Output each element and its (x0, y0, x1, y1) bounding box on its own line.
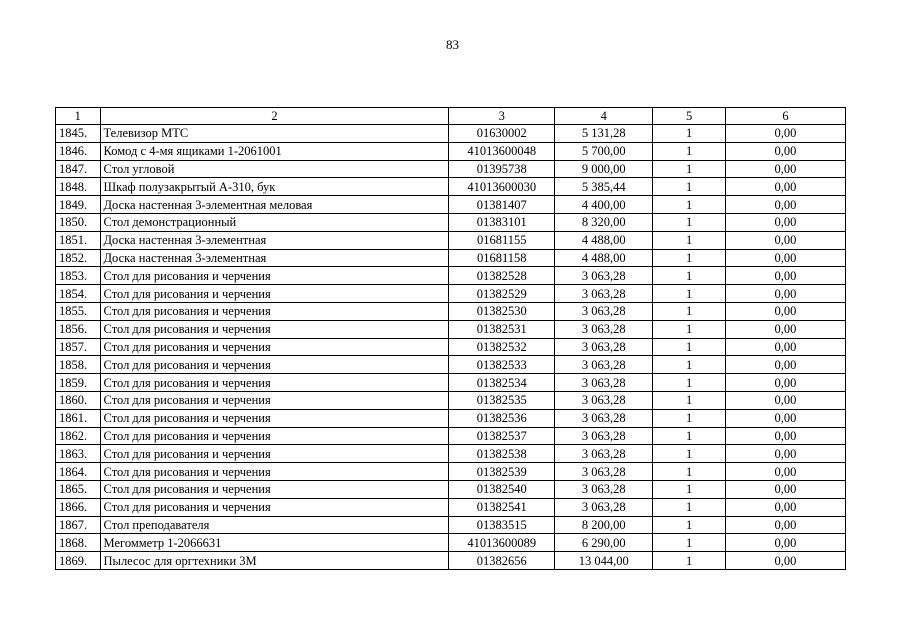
row-number-cell: 1845. (56, 125, 101, 143)
quantity-cell: 1 (653, 445, 725, 463)
cost-value-cell: 4 400,00 (555, 196, 653, 214)
quantity-cell: 1 (653, 196, 725, 214)
quantity-cell: 1 (653, 409, 725, 427)
table-row (56, 160, 846, 178)
table-row (56, 196, 846, 214)
inventory-code-cell: 01681158 (449, 249, 555, 267)
table-row (56, 463, 846, 481)
table-row (56, 534, 846, 552)
item-name-cell: Телевизор МТС (100, 125, 449, 143)
table-row (56, 285, 846, 303)
item-name-cell: Стол для рисования и черчения (100, 320, 449, 338)
residual-value-cell: 0,00 (725, 178, 845, 196)
table-row (56, 213, 846, 231)
residual-value-cell: 0,00 (725, 516, 845, 534)
table-row (56, 125, 846, 143)
cost-value-cell: 3 063,28 (555, 445, 653, 463)
inventory-code-cell: 01395738 (449, 160, 555, 178)
table-row (56, 391, 846, 409)
row-number-cell: 1854. (56, 285, 101, 303)
table-row (56, 445, 846, 463)
item-name-cell: Стол угловой (100, 160, 449, 178)
table-row (56, 374, 846, 392)
row-number-cell: 1862. (56, 427, 101, 445)
quantity-cell: 1 (653, 516, 725, 534)
inventory-code-cell: 01382528 (449, 267, 555, 285)
cost-value-cell: 4 488,00 (555, 249, 653, 267)
residual-value-cell: 0,00 (725, 498, 845, 516)
cost-value-cell: 3 063,28 (555, 498, 653, 516)
row-number-cell: 1865. (56, 480, 101, 498)
row-number-cell: 1856. (56, 320, 101, 338)
cost-value-cell: 3 063,28 (555, 267, 653, 285)
item-name-cell: Мегомметр 1-2066631 (100, 534, 449, 552)
item-name-cell: Стол для рисования и черчения (100, 356, 449, 374)
header-row (56, 108, 846, 125)
row-number-cell: 1864. (56, 463, 101, 481)
inventory-table (55, 107, 846, 570)
row-number-cell: 1861. (56, 409, 101, 427)
table-row (56, 516, 846, 534)
page-number: 83 (446, 37, 459, 52)
quantity-cell: 1 (653, 374, 725, 392)
cost-value-cell: 3 063,28 (555, 302, 653, 320)
residual-value-cell: 0,00 (725, 338, 845, 356)
table-body (56, 125, 846, 570)
inventory-code-cell: 41013600089 (449, 534, 555, 552)
cost-value-cell: 5 131,28 (555, 125, 653, 143)
residual-value-cell: 0,00 (725, 213, 845, 231)
inventory-code-cell: 01383515 (449, 516, 555, 534)
cost-value-cell: 3 063,28 (555, 480, 653, 498)
inventory-code-cell: 01382529 (449, 285, 555, 303)
cost-value-cell: 3 063,28 (555, 285, 653, 303)
cost-value-cell: 3 063,28 (555, 356, 653, 374)
quantity-cell: 1 (653, 213, 725, 231)
residual-value-cell: 0,00 (725, 409, 845, 427)
item-name-cell: Стол демонстрационный (100, 213, 449, 231)
row-number-cell: 1848. (56, 178, 101, 196)
quantity-cell: 1 (653, 302, 725, 320)
item-name-cell: Стол преподавателя (100, 516, 449, 534)
table-row (56, 249, 846, 267)
table-row (56, 480, 846, 498)
row-number-cell: 1857. (56, 338, 101, 356)
column-header-5: 5 (653, 108, 725, 125)
residual-value-cell: 0,00 (725, 160, 845, 178)
quantity-cell: 1 (653, 249, 725, 267)
quantity-cell: 1 (653, 267, 725, 285)
item-name-cell: Стол для рисования и черчения (100, 302, 449, 320)
row-number-cell: 1858. (56, 356, 101, 374)
row-number-cell: 1868. (56, 534, 101, 552)
table-row (56, 178, 846, 196)
table-row (56, 427, 846, 445)
cost-value-cell: 13 044,00 (555, 552, 653, 570)
residual-value-cell: 0,00 (725, 552, 845, 570)
quantity-cell: 1 (653, 231, 725, 249)
inventory-code-cell: 01382533 (449, 356, 555, 374)
residual-value-cell: 0,00 (725, 249, 845, 267)
cost-value-cell: 6 290,00 (555, 534, 653, 552)
cost-value-cell: 9 000,00 (555, 160, 653, 178)
row-number-cell: 1849. (56, 196, 101, 214)
residual-value-cell: 0,00 (725, 125, 845, 143)
item-name-cell: Стол для рисования и черчения (100, 445, 449, 463)
table-row (56, 320, 846, 338)
inventory-code-cell: 01382534 (449, 374, 555, 392)
residual-value-cell: 0,00 (725, 534, 845, 552)
row-number-cell: 1859. (56, 374, 101, 392)
inventory-code-cell: 01383101 (449, 213, 555, 231)
inventory-code-cell: 01382656 (449, 552, 555, 570)
column-header-1: 1 (56, 108, 101, 125)
residual-value-cell: 0,00 (725, 231, 845, 249)
cost-value-cell: 3 063,28 (555, 463, 653, 481)
row-number-cell: 1869. (56, 552, 101, 570)
inventory-code-cell: 01382541 (449, 498, 555, 516)
cost-value-cell: 8 320,00 (555, 213, 653, 231)
quantity-cell: 1 (653, 160, 725, 178)
item-name-cell: Стол для рисования и черчения (100, 498, 449, 516)
cost-value-cell: 3 063,28 (555, 391, 653, 409)
inventory-code-cell: 01681155 (449, 231, 555, 249)
residual-value-cell: 0,00 (725, 427, 845, 445)
residual-value-cell: 0,00 (725, 285, 845, 303)
item-name-cell: Стол для рисования и черчения (100, 267, 449, 285)
residual-value-cell: 0,00 (725, 320, 845, 338)
row-number-cell: 1852. (56, 249, 101, 267)
quantity-cell: 1 (653, 178, 725, 196)
cost-value-cell: 5 700,00 (555, 142, 653, 160)
table-row (56, 231, 846, 249)
item-name-cell: Доска настенная 3-элементная (100, 231, 449, 249)
residual-value-cell: 0,00 (725, 391, 845, 409)
item-name-cell: Стол для рисования и черчения (100, 374, 449, 392)
quantity-cell: 1 (653, 125, 725, 143)
cost-value-cell: 3 063,28 (555, 427, 653, 445)
row-number-cell: 1863. (56, 445, 101, 463)
inventory-code-cell: 01382532 (449, 338, 555, 356)
quantity-cell: 1 (653, 463, 725, 481)
residual-value-cell: 0,00 (725, 463, 845, 481)
quantity-cell: 1 (653, 142, 725, 160)
quantity-cell: 1 (653, 391, 725, 409)
quantity-cell: 1 (653, 285, 725, 303)
residual-value-cell: 0,00 (725, 480, 845, 498)
quantity-cell: 1 (653, 320, 725, 338)
item-name-cell: Стол для рисования и черчения (100, 391, 449, 409)
table-row (56, 267, 846, 285)
column-header-4: 4 (555, 108, 653, 125)
quantity-cell: 1 (653, 552, 725, 570)
row-number-cell: 1846. (56, 142, 101, 160)
inventory-code-cell: 01381407 (449, 196, 555, 214)
residual-value-cell: 0,00 (725, 142, 845, 160)
residual-value-cell: 0,00 (725, 302, 845, 320)
quantity-cell: 1 (653, 356, 725, 374)
inventory-code-cell: 01382540 (449, 480, 555, 498)
inventory-code-cell: 01382535 (449, 391, 555, 409)
row-number-cell: 1867. (56, 516, 101, 534)
column-header-6: 6 (725, 108, 845, 125)
item-name-cell: Доска настенная 3-элементная меловая (100, 196, 449, 214)
table-row (56, 498, 846, 516)
table-row (56, 338, 846, 356)
row-number-cell: 1855. (56, 302, 101, 320)
quantity-cell: 1 (653, 427, 725, 445)
inventory-code-cell: 01382536 (449, 409, 555, 427)
cost-value-cell: 3 063,28 (555, 338, 653, 356)
residual-value-cell: 0,00 (725, 374, 845, 392)
inventory-code-cell: 01382531 (449, 320, 555, 338)
cost-value-cell: 8 200,00 (555, 516, 653, 534)
quantity-cell: 1 (653, 480, 725, 498)
quantity-cell: 1 (653, 338, 725, 356)
column-header-2: 2 (100, 108, 449, 125)
inventory-code-cell: 41013600048 (449, 142, 555, 160)
inventory-code-cell: 01382530 (449, 302, 555, 320)
row-number-cell: 1850. (56, 213, 101, 231)
quantity-cell: 1 (653, 534, 725, 552)
table-row (56, 302, 846, 320)
inventory-code-cell: 01382538 (449, 445, 555, 463)
column-header-3: 3 (449, 108, 555, 125)
item-name-cell: Стол для рисования и черчения (100, 409, 449, 427)
item-name-cell: Стол для рисования и черчения (100, 285, 449, 303)
row-number-cell: 1860. (56, 391, 101, 409)
item-name-cell: Пылесос для оргтехники 3М (100, 552, 449, 570)
inventory-code-cell: 01382537 (449, 427, 555, 445)
row-number-cell: 1847. (56, 160, 101, 178)
cost-value-cell: 3 063,28 (555, 320, 653, 338)
residual-value-cell: 0,00 (725, 356, 845, 374)
cost-value-cell: 4 488,00 (555, 231, 653, 249)
item-name-cell: Стол для рисования и черчения (100, 480, 449, 498)
item-name-cell: Стол для рисования и черчения (100, 338, 449, 356)
cost-value-cell: 5 385,44 (555, 178, 653, 196)
item-name-cell: Шкаф полузакрытый А-310, бук (100, 178, 449, 196)
inventory-code-cell: 01630002 (449, 125, 555, 143)
residual-value-cell: 0,00 (725, 267, 845, 285)
inventory-code-cell: 01382539 (449, 463, 555, 481)
table-row (56, 356, 846, 374)
cost-value-cell: 3 063,28 (555, 409, 653, 427)
row-number-cell: 1866. (56, 498, 101, 516)
item-name-cell: Доска настенная 3-элементная (100, 249, 449, 267)
quantity-cell: 1 (653, 498, 725, 516)
item-name-cell: Стол для рисования и черчения (100, 463, 449, 481)
table-row (56, 142, 846, 160)
residual-value-cell: 0,00 (725, 445, 845, 463)
item-name-cell: Комод с 4-мя ящиками 1-2061001 (100, 142, 449, 160)
inventory-code-cell: 41013600030 (449, 178, 555, 196)
cost-value-cell: 3 063,28 (555, 374, 653, 392)
row-number-cell: 1853. (56, 267, 101, 285)
table-row (56, 552, 846, 570)
row-number-cell: 1851. (56, 231, 101, 249)
table-row (56, 409, 846, 427)
residual-value-cell: 0,00 (725, 196, 845, 214)
item-name-cell: Стол для рисования и черчения (100, 427, 449, 445)
